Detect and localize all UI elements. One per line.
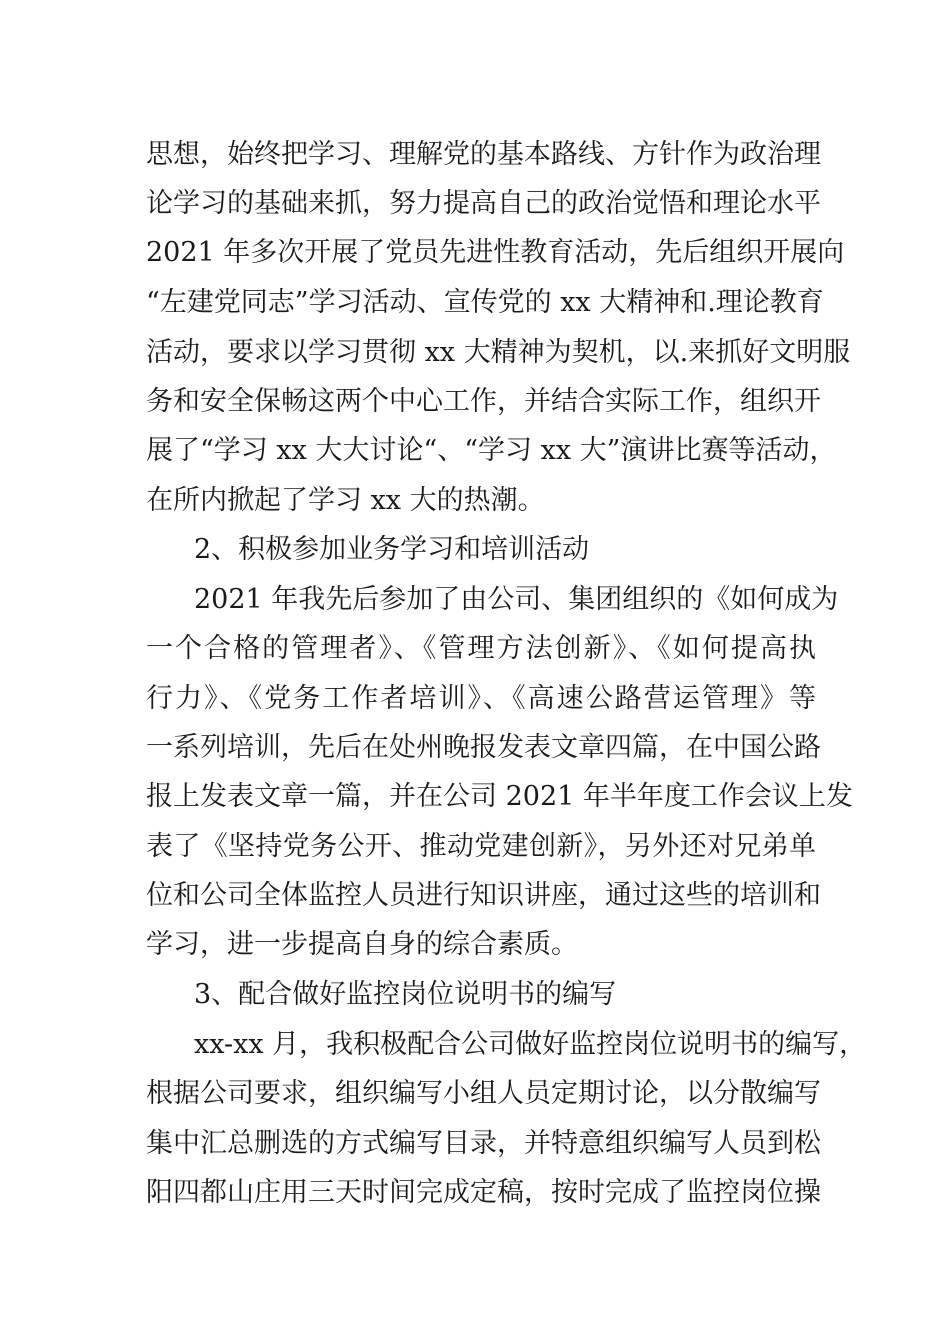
paragraph-3-line-3: 集中汇总删选的方式编写目录，并特意组织编写人员到松	[146, 1128, 821, 1159]
paragraph-2-line-7: 位和公司全体监控人员进行知识讲座，通过这些的培训和	[146, 880, 821, 911]
paragraph-2-line-8: 学习，进一步提高自身的综合素质。	[146, 929, 578, 960]
paragraph-2-line-4: 一系列培训，先后在处州晚报发表文章四篇，在中国公路	[146, 732, 821, 763]
paragraph-1-line-3: 2021 年多次开展了党员先进性教育活动，先后组织开展向	[146, 237, 845, 268]
paragraph-1-line-7: 展了“学习 xx 大大讨论“、“学习 xx 大”演讲比赛等活动，	[146, 435, 837, 466]
paragraph-1-line-6: 务和安全保畅这两个中心工作，并结合实际工作，组织开	[146, 386, 821, 417]
paragraph-3-line-1: xx-xx 月，我积极配合公司做好监控岗位说明书的编写，	[194, 1029, 867, 1060]
paragraph-2-line-2: 一个合格的管理者》、《管理方法创新》、《如何提高执	[146, 633, 816, 664]
paragraph-1-line-5: 活动，要求以学习贯彻 xx 大精神为契机，以.来抓好文明服	[146, 337, 851, 368]
paragraph-3-line-2: 根据公司要求，组织编写小组人员定期讨论，以分散编写	[146, 1078, 821, 1109]
paragraph-1-line-8: 在所内掀起了学习 xx 大的热潮。	[146, 485, 545, 516]
paragraph-1-line-1: 思想，始终把学习、理解党的基本路线、方针作为政治理	[146, 139, 821, 170]
paragraph-2-line-1: 2021 年我先后参加了由公司、集团组织的《如何成为	[194, 584, 839, 615]
paragraph-3-line-4: 阳四都山庄用三天时间完成定稿，按时完成了监控岗位操	[146, 1177, 821, 1208]
section-heading-2: 2、积极参加业务学习和培训活动	[194, 534, 590, 565]
paragraph-2-line-3: 行力》、《党务工作者培训》、《高速公路营运管理》等	[146, 683, 816, 714]
paragraph-1-line-2: 论学习的基础来抓，努力提高自己的政治觉悟和理论水平	[146, 188, 821, 219]
paragraph-2-line-6: 表了《坚持党务公开、推动党建创新》，另外还对兄弟单	[146, 831, 816, 862]
paragraph-1-line-4: “左建党同志”学习活动、宣传党的 xx 大精神和.理论教育	[146, 287, 824, 318]
paragraph-2-line-5: 报上发表文章一篇，并在公司 2021 年半年度工作会议上发	[146, 781, 853, 812]
section-heading-3: 3、配合做好监控岗位说明书的编写	[194, 979, 617, 1010]
